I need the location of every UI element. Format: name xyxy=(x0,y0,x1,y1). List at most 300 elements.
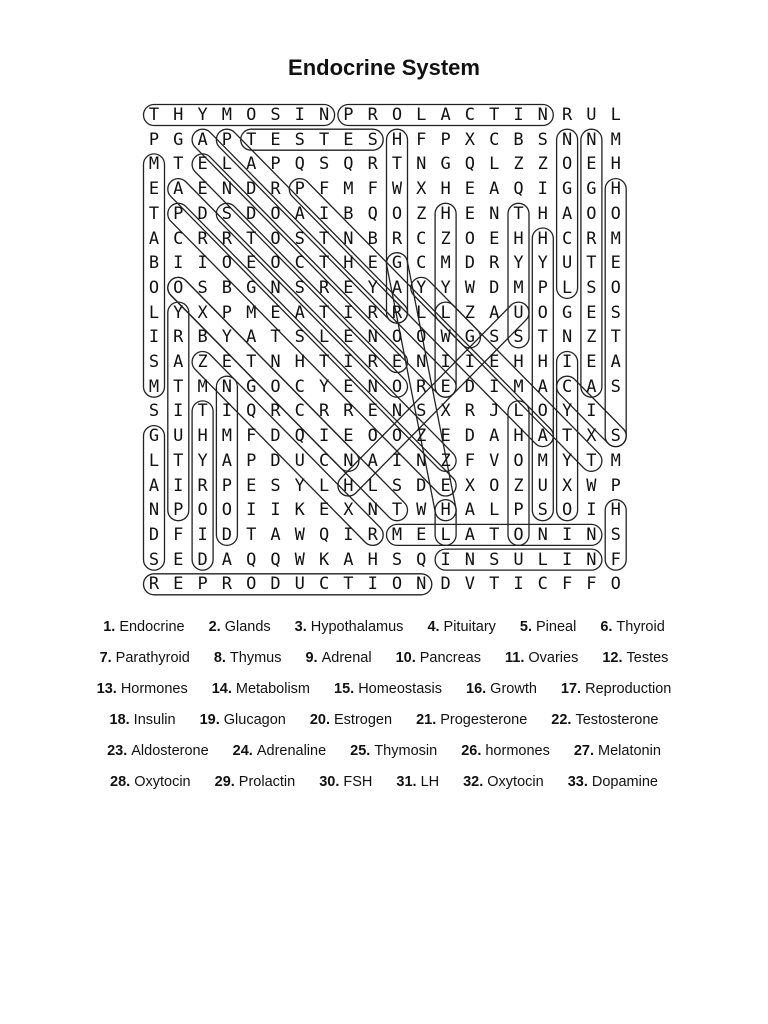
grid-letter: I xyxy=(586,401,597,422)
grid-letter: K xyxy=(294,500,305,521)
word-label: Melatonin xyxy=(598,743,661,759)
grid-letter: M xyxy=(537,450,548,471)
grid-letter: U xyxy=(294,450,305,471)
word-label: Testes xyxy=(626,650,669,666)
grid-letter: N xyxy=(416,352,427,372)
word-list-item xyxy=(200,709,286,740)
grid-letter: S xyxy=(391,475,403,496)
grid-letter: S xyxy=(537,129,548,150)
word-list xyxy=(0,616,768,802)
word-list-item xyxy=(233,740,327,771)
word-list-item xyxy=(97,678,188,709)
grid-letter: O xyxy=(270,228,281,249)
grid-letter: M xyxy=(610,129,621,150)
grid-letter: A xyxy=(294,302,305,323)
grid-letter: Z xyxy=(197,352,208,372)
grid-letter: N xyxy=(270,352,281,372)
word-label: Adrenaline xyxy=(256,743,327,759)
grid-letter: O xyxy=(610,277,621,298)
grid-letter: E xyxy=(246,253,257,274)
grid-letter: L xyxy=(513,401,524,422)
grid-letter: E xyxy=(343,129,354,150)
grid-letter: I xyxy=(391,450,403,471)
grid-letter: O xyxy=(391,327,403,348)
grid-letter: P xyxy=(246,450,257,471)
grid-letter: Q xyxy=(318,524,330,545)
grid-letter: S xyxy=(513,327,524,348)
grid-letter: I xyxy=(561,524,573,545)
word-list-item xyxy=(110,771,191,802)
word-number: 31. xyxy=(396,774,417,790)
word-label: Testosterone xyxy=(575,712,659,728)
grid-letter: E xyxy=(489,228,500,249)
word-list-item xyxy=(334,678,442,709)
grid-letter: T xyxy=(246,228,257,249)
grid-letter: A xyxy=(561,203,573,224)
grid-letter: E xyxy=(440,376,451,397)
grid-letter: L xyxy=(537,549,548,570)
grid-letter: S xyxy=(221,203,233,224)
grid-letter: D xyxy=(416,475,427,496)
grid-letter: E xyxy=(367,401,378,422)
grid-letter: O xyxy=(270,253,281,274)
grid-letter: C xyxy=(294,376,305,397)
grid-letter: T xyxy=(173,376,184,397)
grid-letter: G xyxy=(246,376,257,397)
grid-letter: H xyxy=(537,203,548,224)
word-number: 30. xyxy=(319,774,340,790)
grid-letter: O xyxy=(610,574,621,595)
grid-letter: T xyxy=(148,203,160,224)
grid-letter: H xyxy=(343,475,354,496)
word-list-item xyxy=(561,678,671,709)
word-list-item xyxy=(209,616,271,647)
grid-letter: O xyxy=(586,203,597,224)
word-list-item xyxy=(103,616,184,647)
grid-letter: D xyxy=(270,574,281,595)
grid-letter: L xyxy=(440,302,451,323)
word-number: 17. xyxy=(560,681,582,697)
grid-letter: S xyxy=(197,277,208,298)
grid-letter: D xyxy=(464,253,476,274)
grid-letter: W xyxy=(440,327,451,348)
grid-letter: C xyxy=(464,105,476,125)
grid-letter: X xyxy=(464,475,476,496)
grid-letter: I xyxy=(221,401,233,422)
grid-letter: Z xyxy=(416,426,427,447)
grid-letter: I xyxy=(294,105,305,125)
grid-letter: T xyxy=(318,129,330,150)
word-number: 2. xyxy=(208,619,221,635)
grid-letter: N xyxy=(586,524,597,545)
grid-letter: Z xyxy=(586,327,597,348)
grid-letter: R xyxy=(464,401,476,422)
grid-letter: W xyxy=(464,277,476,298)
grid-letter: E xyxy=(173,549,184,570)
grid-letter: S xyxy=(586,277,597,298)
grid-letter: O xyxy=(270,203,281,224)
grid-letter: I xyxy=(197,524,208,545)
grid-letter: A xyxy=(586,376,597,397)
word-label: Glands xyxy=(224,619,271,635)
grid-letter: R xyxy=(197,475,208,496)
word-label: Hormones xyxy=(120,681,188,697)
grid-letter: S xyxy=(610,376,621,397)
grid-letter: S xyxy=(391,549,403,570)
grid-letter: N xyxy=(561,129,573,150)
grid-letter: T xyxy=(513,203,524,224)
grid-letter: W xyxy=(391,179,403,200)
grid-letter: A xyxy=(221,549,233,570)
word-label: hormones xyxy=(485,743,550,759)
word-number: 28. xyxy=(110,774,131,790)
word-label: Thymosin xyxy=(374,743,438,759)
grid-letter: E xyxy=(367,253,378,274)
grid-letter: S xyxy=(367,129,378,150)
word-list-item xyxy=(427,616,495,647)
grid-letter: Q xyxy=(464,154,476,175)
grid-letter: T xyxy=(318,302,330,323)
word-label: Ovaries xyxy=(528,650,579,666)
word-number: 12. xyxy=(602,650,623,666)
word-label: LH xyxy=(420,774,440,790)
grid-letter: O xyxy=(391,574,403,595)
grid-letter: H xyxy=(440,203,451,224)
word-label: Growth xyxy=(490,681,537,697)
grid-letter: N xyxy=(391,401,403,422)
grid-letter: R xyxy=(367,154,378,175)
grid-letter: O xyxy=(489,475,500,496)
grid-letter: N xyxy=(537,105,548,125)
word-number: 32. xyxy=(463,774,484,790)
grid-letter: R xyxy=(586,228,597,249)
grid-letter: G xyxy=(464,327,476,348)
grid-letter: L xyxy=(416,105,427,125)
word-list-item xyxy=(600,616,664,647)
grid-letter: A xyxy=(221,450,233,471)
grid-letter: D xyxy=(246,203,257,224)
grid-letter: S xyxy=(148,352,160,372)
grid-letter: Z xyxy=(464,302,476,323)
grid-letter: S xyxy=(489,327,500,348)
grid-letter: E xyxy=(343,327,354,348)
grid-letter: R xyxy=(561,105,573,125)
grid-letter: S xyxy=(610,524,621,545)
grid-letter: T xyxy=(586,253,597,274)
grid-letter: Y xyxy=(561,450,573,471)
grid-letter: R xyxy=(367,352,378,372)
word-label: Adrenal xyxy=(321,650,372,666)
grid-letter: T xyxy=(391,500,403,521)
word-label: Reproduction xyxy=(585,681,672,697)
grid-letter: I xyxy=(318,426,330,447)
grid-letter: E xyxy=(197,179,208,200)
word-label: Glucagon xyxy=(223,712,286,728)
grid-letter: I xyxy=(513,105,524,125)
word-list-item xyxy=(466,678,537,709)
word-list-item xyxy=(305,647,371,678)
word-label: Progesterone xyxy=(440,712,528,728)
grid-letter: S xyxy=(489,549,500,570)
grid-letter: Y xyxy=(513,253,524,274)
grid-letter: I xyxy=(318,203,330,224)
grid-letter: D xyxy=(270,426,281,447)
grid-letter: L xyxy=(610,105,621,125)
grid-letter: I xyxy=(270,500,281,521)
grid-letter: F xyxy=(464,450,476,471)
grid-letter: Z xyxy=(416,203,427,224)
word-list-item xyxy=(574,740,661,771)
grid-letter: R xyxy=(148,574,160,595)
grid-letter: I xyxy=(148,327,160,348)
grid-letter: E xyxy=(221,352,233,372)
grid-letter: D xyxy=(246,179,257,200)
grid-letter: R xyxy=(270,401,281,422)
grid-letter: O xyxy=(561,500,573,521)
grid-letter: F xyxy=(367,179,378,200)
grid-letter: Y xyxy=(197,450,208,471)
grid-letter: P xyxy=(294,179,305,200)
grid-letter: S xyxy=(610,302,621,323)
grid-letter: L xyxy=(489,500,500,521)
grid-letter: H xyxy=(440,500,451,521)
grid-letter: C xyxy=(561,228,573,249)
grid-letter: N xyxy=(367,500,378,521)
word-number: 27. xyxy=(573,743,595,759)
grid-letter: A xyxy=(246,327,257,348)
grid-letter: F xyxy=(173,524,184,545)
grid-letter: P xyxy=(197,574,208,595)
grid-letter: H xyxy=(513,426,524,447)
word-number: 13. xyxy=(96,681,117,697)
grid-letter: S xyxy=(270,105,281,125)
grid-letter: L xyxy=(367,475,378,496)
grid-letter: R xyxy=(367,524,378,545)
grid-letter: Z xyxy=(513,154,524,175)
grid-letter: E xyxy=(586,302,597,323)
grid-letter: R xyxy=(221,228,233,249)
grid-letter: X xyxy=(440,401,451,422)
word-label: Thyroid xyxy=(616,619,665,635)
grid-letter: I xyxy=(561,549,573,570)
grid-letter: N xyxy=(270,277,281,298)
grid-letter: R xyxy=(318,277,330,298)
grid-letter: M xyxy=(513,277,524,298)
word-label: Pineal xyxy=(536,619,577,635)
grid-letter: E xyxy=(464,203,476,224)
grid-letter: S xyxy=(294,277,305,298)
grid-letter: C xyxy=(318,574,330,595)
grid-letter: A xyxy=(173,179,184,200)
grid-letter: T xyxy=(561,426,573,447)
grid-letter: M xyxy=(221,105,233,125)
grid-letter: I xyxy=(173,253,184,274)
grid-letter: E xyxy=(440,426,451,447)
word-label: Insulin xyxy=(133,712,176,728)
grid-letter: E xyxy=(610,253,621,274)
grid-letter: U xyxy=(294,574,305,595)
grid-letter: V xyxy=(489,450,500,471)
grid-letter: T xyxy=(318,253,330,274)
grid-letter: A xyxy=(537,376,548,397)
grid-letter: U xyxy=(561,253,573,274)
grid-letter: L xyxy=(148,450,160,471)
grid-letter: T xyxy=(246,524,257,545)
word-list-item xyxy=(214,647,282,678)
word-list-item xyxy=(505,647,578,678)
grid-letter: E xyxy=(416,524,427,545)
word-number: 16. xyxy=(466,681,487,697)
word-label: Thymus xyxy=(229,650,282,666)
grid-letter: I xyxy=(464,352,476,372)
word-label: Pituitary xyxy=(443,619,496,635)
word-list-row xyxy=(0,647,768,678)
grid-letter: T xyxy=(391,154,403,175)
word-number: 23. xyxy=(107,743,128,759)
grid-letter: N xyxy=(221,179,233,200)
word-list-item xyxy=(350,740,437,771)
grid-letter: Y xyxy=(221,327,233,348)
grid-letter: T xyxy=(246,352,257,372)
grid-letter: I xyxy=(561,352,573,372)
grid-letter: C xyxy=(537,574,548,595)
grid-letter: A xyxy=(489,302,500,323)
grid-letter: R xyxy=(367,105,378,125)
grid-letter: Y xyxy=(440,277,451,298)
grid-letter: N xyxy=(416,154,427,175)
word-number: 10. xyxy=(395,650,416,666)
word-number: 8. xyxy=(213,650,226,666)
grid-letter: M xyxy=(246,302,257,323)
grid-letter: H xyxy=(610,500,621,521)
grid-letter: H xyxy=(294,352,305,372)
grid-letter: E xyxy=(270,302,281,323)
word-list-item xyxy=(319,771,372,802)
word-number: 19. xyxy=(199,712,220,728)
grid-letter: C xyxy=(294,401,305,422)
grid-letter: H xyxy=(440,179,451,200)
grid-letter: O xyxy=(391,105,403,125)
grid-letter: P xyxy=(343,105,354,125)
word-list-item xyxy=(310,709,392,740)
grid-letter: U xyxy=(173,426,184,447)
grid-letter: Y xyxy=(197,105,208,125)
grid-letter: W xyxy=(294,524,305,545)
word-label: Estrogen xyxy=(334,712,393,728)
page-title: Endocrine System xyxy=(288,55,480,80)
word-label: Parathyroid xyxy=(115,650,190,666)
grid-letter: A xyxy=(246,154,257,175)
word-list-item xyxy=(461,740,550,771)
word-number: 33. xyxy=(567,774,588,790)
grid-letter: A xyxy=(343,549,354,570)
grid-letter: E xyxy=(464,179,476,200)
grid-letter: N xyxy=(221,376,233,397)
grid-letter: Y xyxy=(294,475,305,496)
grid-letter: H xyxy=(537,352,548,372)
grid-letter: Q xyxy=(367,203,378,224)
grid-letter: N xyxy=(416,450,427,471)
grid-letter: P xyxy=(173,500,184,521)
word-label: Aldosterone xyxy=(131,743,209,759)
grid-letter: B xyxy=(367,228,378,249)
grid-letter: I xyxy=(246,500,257,521)
grid-letter: P xyxy=(537,277,548,298)
grid-letter: T xyxy=(489,524,500,545)
grid-letter: M xyxy=(148,154,160,175)
grid-letter: E xyxy=(270,129,281,150)
grid-letter: B xyxy=(221,277,233,298)
grid-letter: T xyxy=(148,105,160,125)
word-list-item xyxy=(212,678,310,709)
grid-letter: L xyxy=(221,154,233,175)
grid-letter: U xyxy=(513,549,524,570)
grid-letter: I xyxy=(343,524,354,545)
grid-letter: Z xyxy=(440,228,451,249)
grid-letter: C xyxy=(416,228,427,249)
grid-letter: E xyxy=(440,475,451,496)
grid-letter: U xyxy=(537,475,548,496)
grid-letter: Z xyxy=(440,450,451,471)
grid-letter: N xyxy=(464,549,476,570)
grid-letter: T xyxy=(318,352,330,372)
grid-letter: H xyxy=(391,129,403,150)
grid-letter: R xyxy=(391,302,403,323)
grid-letter: X xyxy=(416,179,427,200)
grid-letter: H xyxy=(367,549,378,570)
grid-letter: B xyxy=(148,253,160,274)
grid-letter: D xyxy=(489,277,500,298)
grid-letter: H xyxy=(610,154,621,175)
word-number: 14. xyxy=(211,681,232,697)
grid-letter: G xyxy=(561,179,573,200)
word-number: 21. xyxy=(416,712,437,728)
grid-letter: T xyxy=(270,327,281,348)
grid-letter: G xyxy=(173,129,184,150)
grid-letter: Q xyxy=(294,426,305,447)
grid-letter: M xyxy=(148,376,160,397)
grid-letter: R xyxy=(270,179,281,200)
grid-letter: R xyxy=(391,228,403,249)
word-number: 9. xyxy=(305,650,318,666)
word-label: Homeostasis xyxy=(358,681,442,697)
word-list-item xyxy=(416,709,527,740)
grid-letter: X xyxy=(464,129,476,150)
word-number: 29. xyxy=(214,774,235,790)
grid-letter: U xyxy=(586,105,597,125)
grid-letter: O xyxy=(173,277,184,298)
grid-letter: N xyxy=(586,549,597,570)
grid-letter: A xyxy=(270,524,281,545)
word-number: 25. xyxy=(350,743,371,759)
grid-letter: P xyxy=(173,203,184,224)
grid-letter: F xyxy=(318,179,330,200)
grid-letter: E xyxy=(148,179,160,200)
word-number: 18. xyxy=(109,712,130,728)
word-number: 5. xyxy=(519,619,533,635)
word-list-row xyxy=(0,616,768,647)
grid-letter: I xyxy=(513,574,524,595)
grid-letter: I xyxy=(537,179,548,200)
grid-letter: R xyxy=(343,401,354,422)
grid-letter: O xyxy=(537,401,548,422)
grid-letter: O xyxy=(246,105,257,125)
grid-letter: K xyxy=(318,549,330,570)
grid-letter: M xyxy=(197,376,208,397)
grid-letter: G xyxy=(561,302,573,323)
grid-letter: S xyxy=(318,154,330,175)
grid-letter: I xyxy=(197,253,208,274)
